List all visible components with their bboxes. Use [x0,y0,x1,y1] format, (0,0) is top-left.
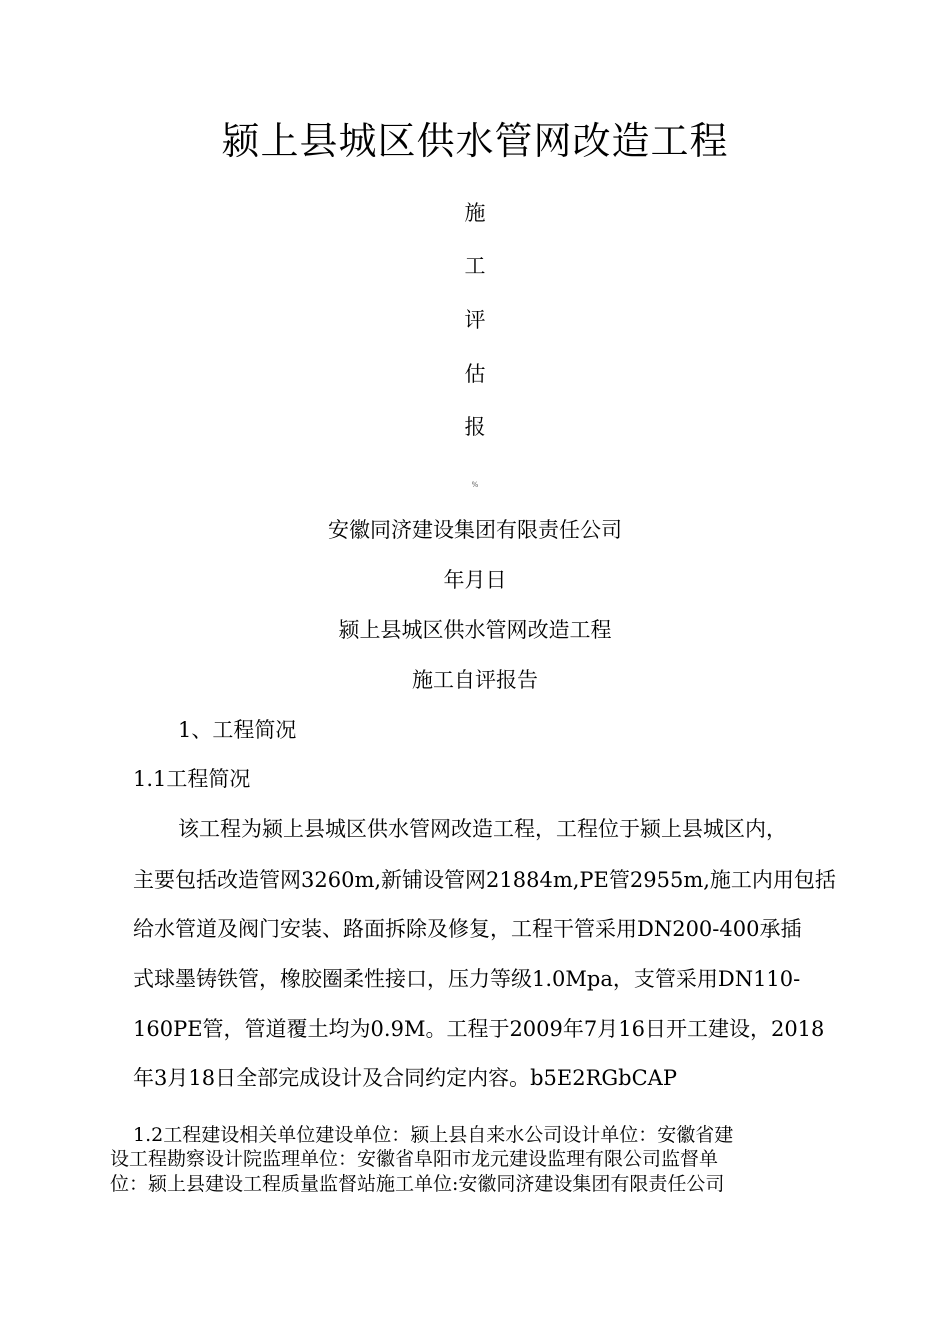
tiny-mark: % [471,481,479,489]
report-title: 施工自评报告 [412,668,538,692]
overview-line-3: 给水管道及阀门安装、路面拆除及修复，工程干管采用DN200-400承插 [133,917,802,941]
date-line: 年月日 [443,568,507,592]
section-1-2-line-2: 设工程勘察设计院监理单位：安徽省阜阳市龙元建设监理有限公司监督单 [110,1148,719,1170]
document-title: 颍上县城区供水管网改造工程 [221,119,729,163]
vertical-title-char-3: 评 [464,308,486,332]
overview-line-1: 该工程为颍上县城区供水管网改造工程，工程位于颍上县城区内， [178,817,787,841]
overview-line-2: 主要包括改造管网3260m,新铺设管网21884m,PE管2955m,施工内用包括 [133,868,836,892]
section-1-heading: 1、工程简况 [178,718,297,742]
vertical-title-char-4: 估 [464,362,486,386]
vertical-title-char-2: 工 [464,254,486,278]
section-1-2-line-1: 1.2工程建设相关单位建设单位：颍上县自来水公司设计单位：安徽省建 [133,1124,734,1146]
vertical-title-char-5: 报 [464,415,486,439]
vertical-title-char-1: 施 [464,201,486,225]
section-1-1-heading: 1.1工程简况 [133,767,251,791]
section-1-2-line-3: 位：颍上县建设工程质量监督站施工单位:安徽同济建设集团有限责任公司 [110,1173,725,1195]
company-name: 安徽同济建设集团有限责任公司 [328,518,622,542]
overview-line-4: 式球墨铸铁管，橡胶圈柔性接口，压力等级1.0Mpa，支管采用DN110- [133,967,801,991]
overview-line-5: 160PE管，管道覆土均为0.9M。工程于2009年7月16日开工建设，2018 [133,1017,825,1041]
overview-line-6: 年3月18日全部完成设计及合同约定内容。b5E2RGbCAP [133,1066,677,1090]
project-name: 颍上县城区供水管网改造工程 [338,618,612,642]
